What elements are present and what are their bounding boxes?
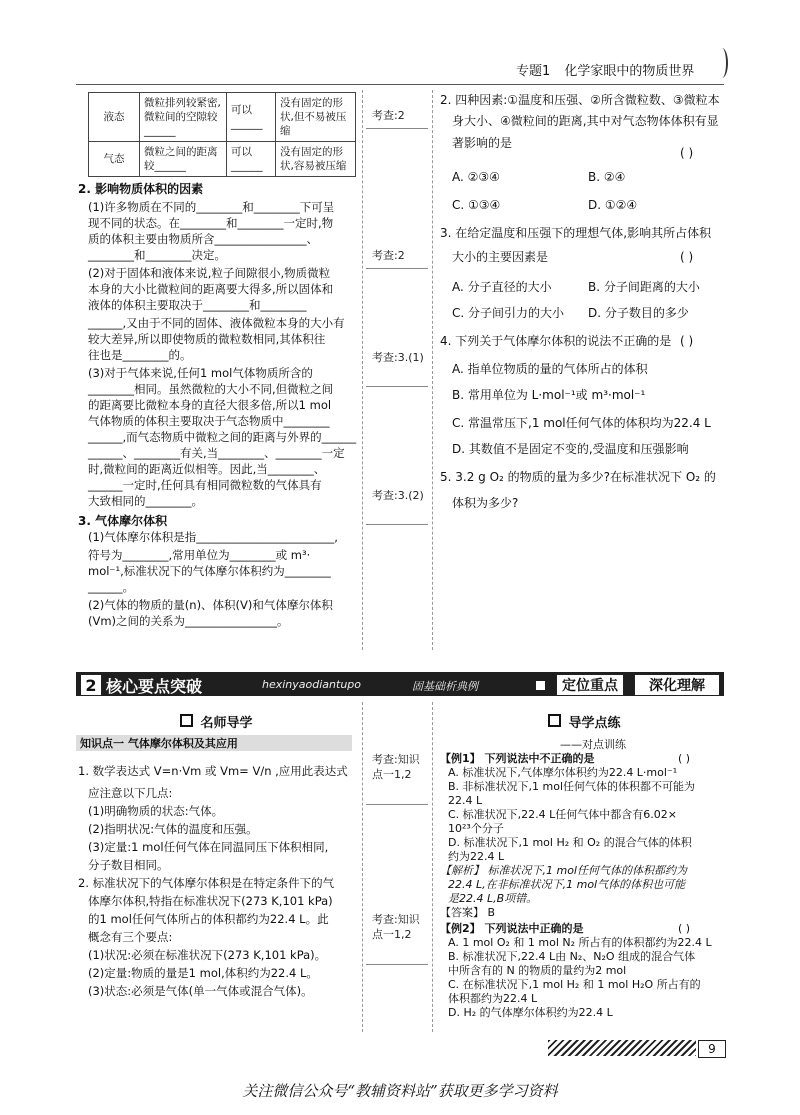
margin-note: 考查:知识点一1,2 — [372, 913, 420, 941]
text-line: 较大差异,所以即使物质的微粒数相同,其体积往 — [88, 332, 326, 346]
option: B. 分子间距离的大小 — [588, 280, 700, 294]
page-number-hatch — [548, 1040, 696, 1056]
text-line: (1)明确物质的状态:气体。 — [88, 804, 224, 818]
margin-note: 考查:2 — [372, 109, 405, 122]
question-line: 2. 四种因素:①温度和压强、②所含微粒数、③微粒本 — [440, 93, 720, 107]
option: D. 标准状况下,1 mol H₂ 和 O₂ 的混合气体的体积 — [448, 836, 692, 849]
header-rule — [76, 84, 724, 85]
text-line: (2)指明状况:气体的温度和压强。 — [88, 822, 258, 836]
example-title: 【例2】 下列说法中正确的是 — [440, 922, 584, 935]
chapter-label: 专题1 — [516, 64, 551, 79]
section-motto: 固基础析典例 — [412, 680, 478, 693]
option: C. 分子间引力的大小 — [452, 306, 565, 320]
text-line: (2)对于固体和液体来说,粒子间隙很小,物质微粒 — [88, 266, 331, 280]
margin-rule — [366, 128, 428, 129]
knowledge-point-title: 知识点一 气体摩尔体积及其应用 — [80, 737, 238, 750]
chapter-title: 化学家眼中的物质世界 — [564, 64, 695, 79]
margin-note: 考查:知识点一1,2 — [372, 753, 420, 781]
question-line: 大小的主要因素是 — [452, 250, 549, 264]
page-number: 9 — [698, 1040, 726, 1058]
bookmark-icon — [180, 714, 193, 727]
move-cell: 可以______ — [227, 93, 276, 142]
section-title: 核心要点突破 — [106, 677, 203, 696]
table-row — [89, 93, 356, 142]
option: 中所含有的 N 的物质的量约为2 mol — [448, 964, 627, 977]
section-title: 2. 影响物质体积的因素 — [78, 182, 204, 196]
question-line: 4. 下列关于气体摩尔体积的说法不正确的是 — [440, 334, 672, 348]
header-curve — [716, 48, 728, 78]
practice-heading-text: 导学点练 — [568, 716, 621, 731]
section-number: 2 — [80, 674, 102, 696]
column-divider-right — [432, 90, 433, 650]
micro-cell: 微粒之间的距离较______ — [140, 142, 227, 177]
margin-rule — [366, 964, 428, 965]
margin-note: 考查:2 — [372, 249, 405, 262]
micro-cell: 微粒排列较紧密,微粒间的空隙较______ — [140, 93, 227, 142]
option: C. ①③④ — [452, 198, 501, 212]
text-line: 本身的大小比微粒间的距离要大得多,所以固体和 — [88, 282, 334, 296]
text-line: 的1 mol任何气体所占的体积都约为22.4 L。此 — [88, 912, 329, 926]
square-bullet-icon — [536, 681, 545, 690]
practice-heading — [548, 712, 621, 731]
text-line: 符号为________,常用单位为________或 m³· — [88, 548, 311, 562]
option: C. 常温常压下,1 mol任何气体的体积均为22.4 L — [452, 416, 711, 430]
option: C. 标准状况下,22.4 L任何气体中都含有6.02× — [448, 808, 677, 821]
text-line: ________和________决定。 — [88, 248, 226, 262]
example-title: 【例1】 下列说法中不正确的是 — [440, 752, 595, 765]
bookmark-icon — [548, 714, 561, 727]
text-line: (3)对于气体来说,任何1 mol气体物质所含的 — [88, 366, 313, 380]
footer-note: 关注微信公众号“教辅资料站”获取更多学习资料 — [242, 1082, 558, 1100]
shape-cell: 没有固定的形状,容易被压缩 — [276, 142, 356, 177]
tag-deepen: 深化理解 — [634, 674, 720, 696]
text-line: 应注意以下几点: — [88, 786, 173, 800]
option: A. 标准状况下,气体摩尔体积约为22.4 L·mol⁻¹ — [448, 766, 678, 779]
move-cell: 可以______ — [227, 142, 276, 177]
answer-paren: ( ) — [680, 334, 694, 348]
text-line: 分子数目相同。 — [88, 858, 169, 872]
shape-cell: 没有固定的形状,但不易被压缩 — [276, 93, 356, 142]
text-line: 时,微粒间的距离近似相等。因此,当________、 — [88, 462, 326, 476]
option: 体积都约为22.4 L — [448, 992, 538, 1005]
text-line: (3)定量:1 mol任何气体在同温同压下体积相同, — [88, 840, 329, 854]
teacher-heading-text: 名师导学 — [200, 716, 253, 731]
text-line: (2)气体的物质的量(n)、体积(V)和气体摩尔体积 — [88, 598, 333, 612]
margin-note: 考查:3.(1) — [372, 351, 424, 364]
option: A. 分子直径的大小 — [452, 280, 552, 294]
text-line: 液体的体积主要取决于________和________ — [88, 298, 307, 312]
text-line: (1)许多物质在不同的________和________下可呈 — [88, 200, 335, 214]
question-line: 著影响的是 — [452, 136, 513, 150]
answer-paren: ( ) — [680, 250, 694, 264]
state-table — [88, 92, 356, 177]
option: 22.4 L — [448, 794, 483, 807]
teacher-heading — [180, 712, 253, 731]
text-line: ______、________有关,当________、________一定 — [88, 446, 345, 460]
option: B. 非标准状况下,1 mol任何气体的体积都不可能为 — [448, 780, 696, 793]
option: D. 分子数目的多少 — [588, 306, 689, 320]
question-line: 体积为多少? — [452, 496, 519, 510]
margin-rule — [366, 524, 428, 525]
text-line: (3)状态:必须是气体(单一气体或混合气体)。 — [88, 984, 313, 998]
section-pinyin: hexinyaodiantupo — [262, 678, 362, 691]
answer-line: 【答案】 B — [440, 906, 496, 919]
option: D. ①②④ — [588, 198, 638, 212]
question-line: 5. 3.2 g O₂ 的物质的量为多少?在标准状况下 O₂ 的 — [440, 470, 716, 484]
text-line: (Vm)之间的关系为________________。 — [88, 614, 289, 628]
column-divider-left — [362, 90, 363, 650]
answer-paren: ( ) — [678, 752, 691, 765]
margin-rule — [366, 268, 428, 269]
text-line: 2. 标准状况下的气体摩尔体积是在特定条件下的气 — [78, 876, 335, 890]
option: A. 1 mol O₂ 和 1 mol N₂ 所占有的体积都约为22.4 L — [448, 936, 712, 949]
analysis-line: 【解析】 标准状况下,1 mol任何气体的体积都约为 — [440, 864, 687, 877]
margin-note: 考查:3.(2) — [372, 489, 424, 502]
margin-rule — [366, 386, 428, 387]
text-line: mol⁻¹,标准状况下的气体摩尔体积约为________ — [88, 564, 331, 578]
text-line: ______,而气态物质中微粒之间的距离与外界的______ — [88, 430, 357, 444]
answer-paren: ( ) — [678, 922, 691, 935]
question-line: 身大小、④微粒间的距离,其中对气态物体体积有显 — [452, 114, 719, 128]
text-line: 现不同的状态。在________和________一定时,物 — [88, 216, 334, 230]
running-header — [516, 60, 694, 79]
column-divider-left — [362, 702, 363, 1032]
option: 10²³个分子 — [448, 822, 504, 835]
table-row — [89, 142, 356, 177]
state-cell: 气态 — [89, 142, 140, 177]
text-line: (2)定量:物质的量是1 mol,体积约为22.4 L。 — [88, 966, 318, 980]
text-line: 大致相同的________。 — [88, 494, 203, 508]
state-cell: 液态 — [89, 93, 140, 142]
tag-focus: 定位重点 — [556, 674, 624, 696]
text-line: 概念有三个要点: — [88, 930, 173, 944]
text-line: 1. 数学表达式 V=n·Vm 或 Vm= V/n ,应用此表达式 — [78, 764, 348, 778]
text-line: (1)气体摩尔体积是指________________________, — [88, 530, 338, 544]
text-line: ______,又由于不同的固体、液体微粒本身的大小有 — [88, 316, 345, 330]
practice-subtitle: ——对点训练 — [560, 738, 626, 751]
option: C. 在标准状况下,1 mol H₂ 和 1 mol H₂O 所占有的 — [448, 978, 701, 991]
text-line: ______一定时,任何具有相同微粒数的气体具有 — [88, 478, 322, 492]
option: D. H₂ 的气体摩尔体积约为22.4 L — [448, 1006, 613, 1019]
option: B. 标准状况下,22.4 L由 N₂、N₂O 组成的混合气体 — [448, 950, 696, 963]
analysis-line: 是22.4 L,B项错。 — [448, 892, 538, 905]
option: 约为22.4 L — [448, 850, 505, 863]
option: D. 其数值不是固定不变的,受温度和压强影响 — [452, 442, 689, 456]
question-line: 3. 在给定温度和压强下的理想气体,影响其所占体积 — [440, 226, 712, 240]
text-line: 的距离要比微粒本身的直径大很多倍,所以1 mol — [88, 398, 332, 412]
column-divider-right — [432, 702, 433, 1032]
option: A. 指单位物质的量的气体所占的体积 — [452, 362, 648, 376]
analysis-line: 22.4 L,在非标准状况下,1 mol气体的体积也可能 — [448, 878, 686, 891]
answer-paren: ( ) — [680, 146, 694, 160]
text-line: 质的体积主要由物质所含________________、 — [88, 232, 318, 246]
option: A. ②③④ — [452, 170, 500, 184]
margin-rule — [366, 804, 428, 805]
text-line: ______。 — [88, 580, 134, 594]
option: B. 常用单位为 L·mol⁻¹或 m³·mol⁻¹ — [452, 388, 646, 402]
text-line: 往也是________的。 — [88, 348, 192, 362]
text-line: 体摩尔体积,特指在标准状况下(273 K,101 kPa) — [88, 894, 333, 908]
text-line: 气体物质的体积主要取决于气态物质中________ — [88, 414, 330, 428]
option: B. ②④ — [588, 170, 626, 184]
text-line: (1)状况:必须在标准状况下(273 K,101 kPa)。 — [88, 948, 327, 962]
section-title: 3. 气体摩尔体积 — [78, 514, 168, 528]
text-line: ________相同。虽然微粒的大小不同,但微粒之间 — [88, 382, 334, 396]
